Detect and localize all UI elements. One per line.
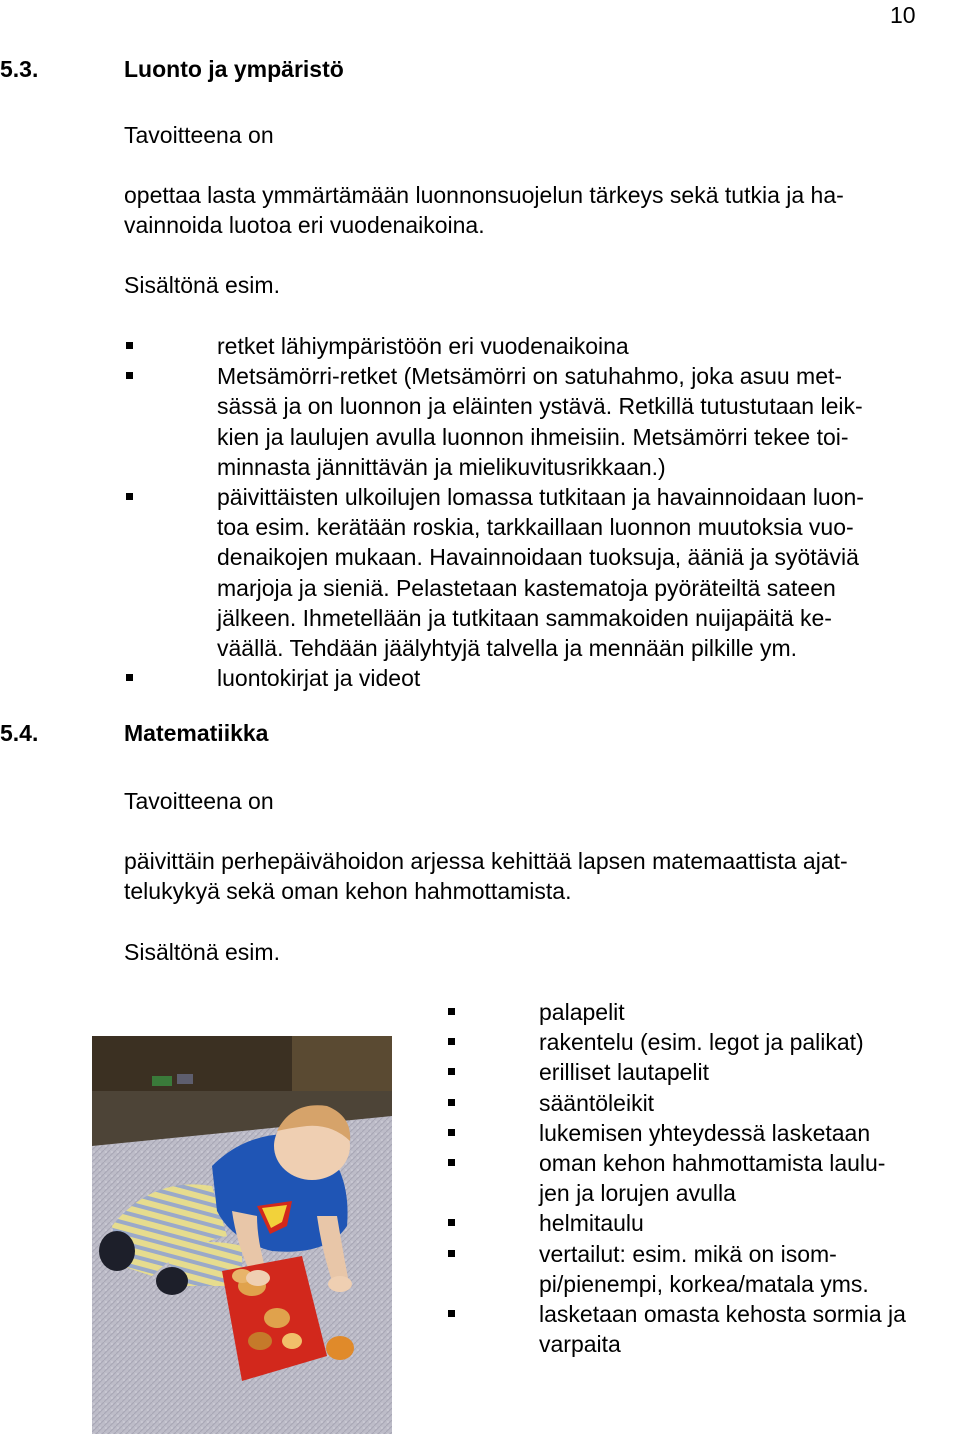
list-item-line: oman kehon hahmottamista laulu- (539, 1150, 886, 1177)
section-number: 5.3. (0, 56, 39, 82)
section-title: Luonto ja ympäristö (124, 56, 344, 82)
photo-illustration (92, 1036, 392, 1434)
square-bullet-icon (126, 342, 133, 349)
list-item-line: luontokirjat ja videot (217, 665, 421, 692)
list-item (446, 1027, 960, 1057)
page-number: 10 (890, 2, 916, 28)
content-list (124, 331, 954, 693)
list-item-line: sääntöleikit (539, 1089, 655, 1116)
list-item-line: päivittäisten ulkoilujen lomassa tutkitaan ja havainnoidaan luon- (217, 484, 864, 511)
section-title: Matematiikka (124, 720, 269, 746)
list-item-line: minnasta jännittävän ja mielikuvitusrikkaan.) (217, 453, 666, 480)
list-item (124, 482, 952, 663)
content-label: Sisältönä esim. (124, 272, 280, 298)
list-item (446, 1208, 960, 1238)
list-item-line: sässä ja on luonnon ja eläinten ystävä. Retkillä tutustutaan leik- (217, 393, 863, 420)
list-item-line: marjoja ja sieniä. Pelastetaan kastematoja pyöräteiltä sateen (217, 574, 836, 601)
list-item-line: lasketaan omasta kehosta sormia ja (539, 1301, 906, 1328)
square-bullet-icon (448, 1310, 455, 1317)
list-item (124, 331, 952, 361)
goal-label: Tavoitteena on (124, 122, 274, 148)
square-bullet-icon (448, 1250, 455, 1257)
list-item (446, 997, 960, 1027)
list-item-line: erilliset lautapelit (539, 1059, 710, 1086)
list-item-line: denaikojen mukaan. Havainnoidaan tuoksuja, ääniä ja syötäviä (217, 544, 859, 571)
list-item-line: retket lähiympäristöön eri vuodenaikoina (217, 333, 629, 359)
section-number: 5.4. (0, 720, 39, 746)
list-item (124, 663, 952, 693)
square-bullet-icon (448, 1008, 455, 1015)
square-bullet-icon (448, 1129, 455, 1136)
child-puzzle-photo (92, 1036, 392, 1434)
list-item-line: lukemisen yhteydessä lasketaan (539, 1119, 871, 1146)
square-bullet-icon (448, 1099, 455, 1106)
list-item (446, 1299, 960, 1359)
list-item (446, 1239, 960, 1299)
square-bullet-icon (126, 674, 133, 681)
square-bullet-icon (126, 493, 133, 500)
content-label: Sisältönä esim. (124, 939, 280, 965)
list-item-line: varpaita (539, 1331, 621, 1358)
list-item-line: pi/pienempi, korkea/matala yms. (539, 1270, 869, 1297)
goal-label: Tavoitteena on (124, 788, 274, 814)
list-item-line: jälkeen. Ihmetellään ja tutkitaan sammakoiden nuijapäitä ke- (217, 604, 832, 631)
content-list (446, 997, 960, 1359)
list-item (446, 1088, 960, 1118)
square-bullet-icon (448, 1038, 455, 1045)
goal-text-line: vainnoida luotoa eri vuodenaikoina. (124, 212, 485, 238)
list-item-line: rakentelu (esim. legot ja palikat) (539, 1029, 864, 1056)
goal-text-line: opettaa lasta ymmärtämään luonnonsuojelun tärkeys sekä tutkia ja ha- (124, 182, 844, 208)
square-bullet-icon (126, 372, 133, 379)
list-item (446, 1057, 960, 1087)
list-item-line: Metsämörri-retket (Metsämörri on satuhahmo, joka asuu met- (217, 363, 843, 390)
list-item-line: kien ja laulujen avulla luonnon ihmeisiin. Metsämörri tekee toi- (217, 423, 849, 450)
square-bullet-icon (448, 1068, 455, 1075)
list-item-line: toa esim. kerätään roskia, tarkkaillaan luonnon muutoksia vuo- (217, 514, 854, 541)
list-item-line: helmitaulu (539, 1210, 644, 1237)
list-item-line: väällä. Tehdään jäälyhtyjä talvella ja mennään pilkille ym. (217, 635, 798, 662)
goal-text (124, 846, 954, 906)
list-item (446, 1118, 960, 1148)
goal-text (124, 180, 954, 240)
square-bullet-icon (448, 1219, 455, 1226)
list-item-line: jen ja lorujen avulla (539, 1180, 736, 1207)
goal-text-line: telukykyä sekä oman kehon hahmottamista. (124, 878, 572, 904)
list-item (446, 1148, 960, 1208)
goal-text-line: päivittäin perhepäivähoidon arjessa kehittää lapsen matemaattista ajat- (124, 848, 848, 874)
list-item-line: palapelit (539, 999, 625, 1025)
list-item-line: vertailut: esim. mikä on isom- (539, 1240, 837, 1267)
list-item (124, 361, 952, 482)
square-bullet-icon (448, 1159, 455, 1166)
